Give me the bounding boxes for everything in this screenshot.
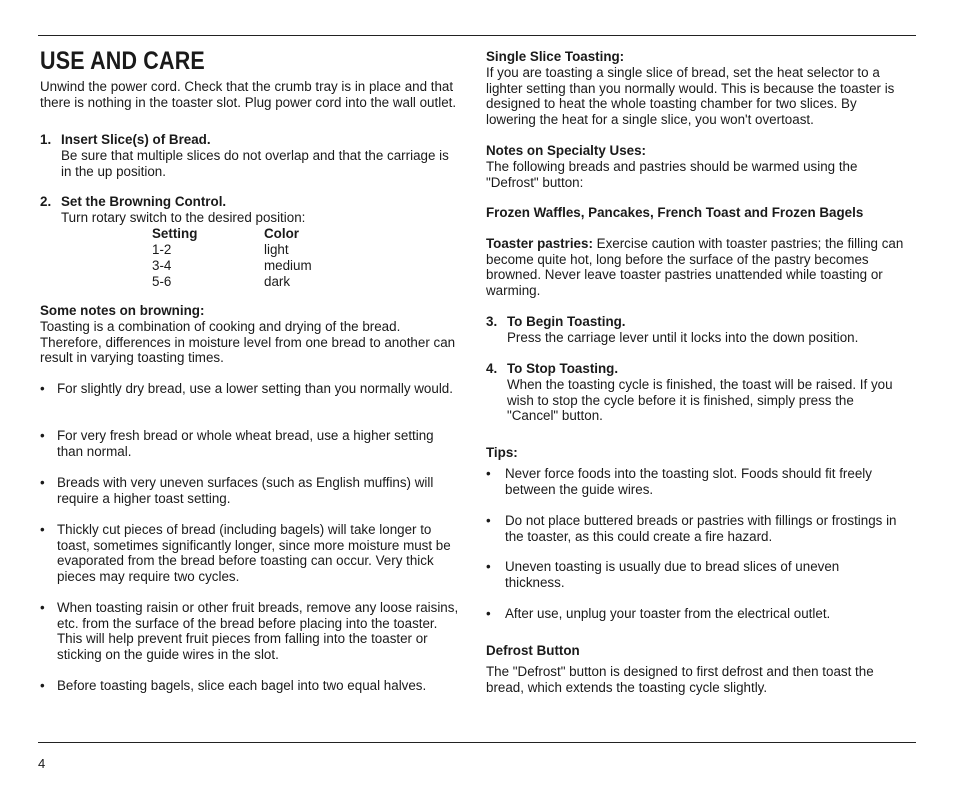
step-1-number: 1. [40,132,52,147]
browning-settings-table [152,226,352,290]
bullet-text: Never force foods into the toasting slot. Foods should fit freely between the guide wires. [505,466,872,497]
settings-col2-header: Color [264,226,299,241]
step-3-heading: To Begin Toasting. [507,314,626,329]
specialty-heading: Notes on Specialty Uses: [486,143,646,158]
page-title: USE AND CARE [40,47,205,75]
bullet-text: Breads with very uneven surfaces (such as English muffins) will require a higher toast setting. [57,475,434,506]
step-4-text: When the toasting cycle is finished, the toast will be raised. If you wish to stop the cycle before it is finished, simply press the "Cancel" button. [507,377,893,424]
page-number: 4 [38,756,46,771]
bullet-text: Do not place buttered breads or pastries with fillings or frostings in the toaster, as this could create a fire hazard. [505,513,897,544]
bullet-text: For very fresh bread or whole wheat bread, use a higher setting than normal. [57,428,434,459]
top-rule [38,35,916,36]
bullet-icon: • [40,381,45,396]
step-1-text: Be sure that multiple slices do not overlap and that the carriage is in the up position. [61,148,449,179]
defrost-heading: Defrost Button [486,643,580,658]
settings-row-setting: 5-6 [152,274,172,289]
bullet-icon: • [40,600,45,615]
step-3-text: Press the carriage lever until it locks into the down position. [507,330,859,345]
step-1-heading: Insert Slice(s) of Bread. [61,132,211,147]
step-3-number: 3. [486,314,498,329]
settings-row-setting: 3-4 [152,258,172,273]
bullet-icon: • [486,513,491,528]
bullet-icon: • [486,606,491,621]
defrost-text: The "Defrost" button is designed to first defrost and then toast the bread, which extends the toasting cycle slightly. [486,664,874,695]
bullet-icon: • [486,559,491,574]
bullet-text: After use, unplug your toaster from the electrical outlet. [505,606,831,621]
settings-row-color: light [264,242,289,257]
toaster-pastries-text: Exercise caution with toaster pastries; the filling can become quite hot, long before the surface of the pastry becomes browned. Never leave toaster pastries unattended while toasting or warming. [486,236,904,298]
step-2-text: Turn rotary switch to the desired position: [61,210,306,225]
toaster-pastries-paragraph [486,236,908,298]
intro-text: Unwind the power cord. Check that the crumb tray is in place and that there is nothing in the toaster slot. Plug power cord into the wall outlet. [40,79,457,110]
bullet-text: Uneven toasting is usually due to bread slices of uneven thickness. [505,559,840,590]
toaster-pastries-label: Toaster pastries: [486,236,593,251]
bullet-icon: • [40,428,45,443]
bullet-text: Thickly cut pieces of bread (including bagels) will take longer to toast, sometimes significantly longer, since more moisture must be evaporated from the bread before toasting can occur. Very thick pieces may require two cycles. [57,522,451,584]
step-4-number: 4. [486,361,498,376]
bullet-text: When toasting raisin or other fruit breads, remove any loose raisins, etc. from the surface of the bread before placing into the toaster. This will help prevent fruit pieces from falling into the toaster or sticking on the guide wires in the slot. [57,600,459,662]
single-slice-text: If you are toasting a single slice of bread, set the heat selector to a lighter setting than you normally would. This is because the toaster is designed to heat the whole toasting chamber for two slices. By lowering the heat for a single slice, you won't overtoast. [486,65,895,127]
settings-row-color: medium [264,258,312,273]
single-slice-heading: Single Slice Toasting: [486,49,625,64]
bullet-text: Before toasting bagels, slice each bagel into two equal halves. [57,678,427,693]
settings-row-setting: 1-2 [152,242,172,257]
step-2-heading: Set the Browning Control. [61,194,227,209]
bullet-icon: • [40,522,45,537]
bullet-icon: • [40,678,45,693]
bullet-text: For slightly dry bread, use a lower setting than you normally would. [57,381,453,396]
frozen-items: Frozen Waffles, Pancakes, French Toast and Frozen Bagels [486,205,864,220]
specialty-text: The following breads and pastries should be warmed using the "Defrost" button: [486,159,858,190]
step-4-heading: To Stop Toasting. [507,361,619,376]
bullet-icon: • [486,466,491,481]
settings-col1-header: Setting [152,226,198,241]
browning-notes-heading: Some notes on browning: [40,303,205,318]
step-2-number: 2. [40,194,52,209]
settings-row-color: dark [264,274,291,289]
browning-notes-text: Toasting is a combination of cooking and drying of the bread. Therefore, differences in moisture level from one bread to another can result in varying toasting times. [40,319,456,366]
bottom-rule [38,742,916,743]
bullet-icon: • [40,475,45,490]
tips-heading: Tips: [486,445,518,460]
